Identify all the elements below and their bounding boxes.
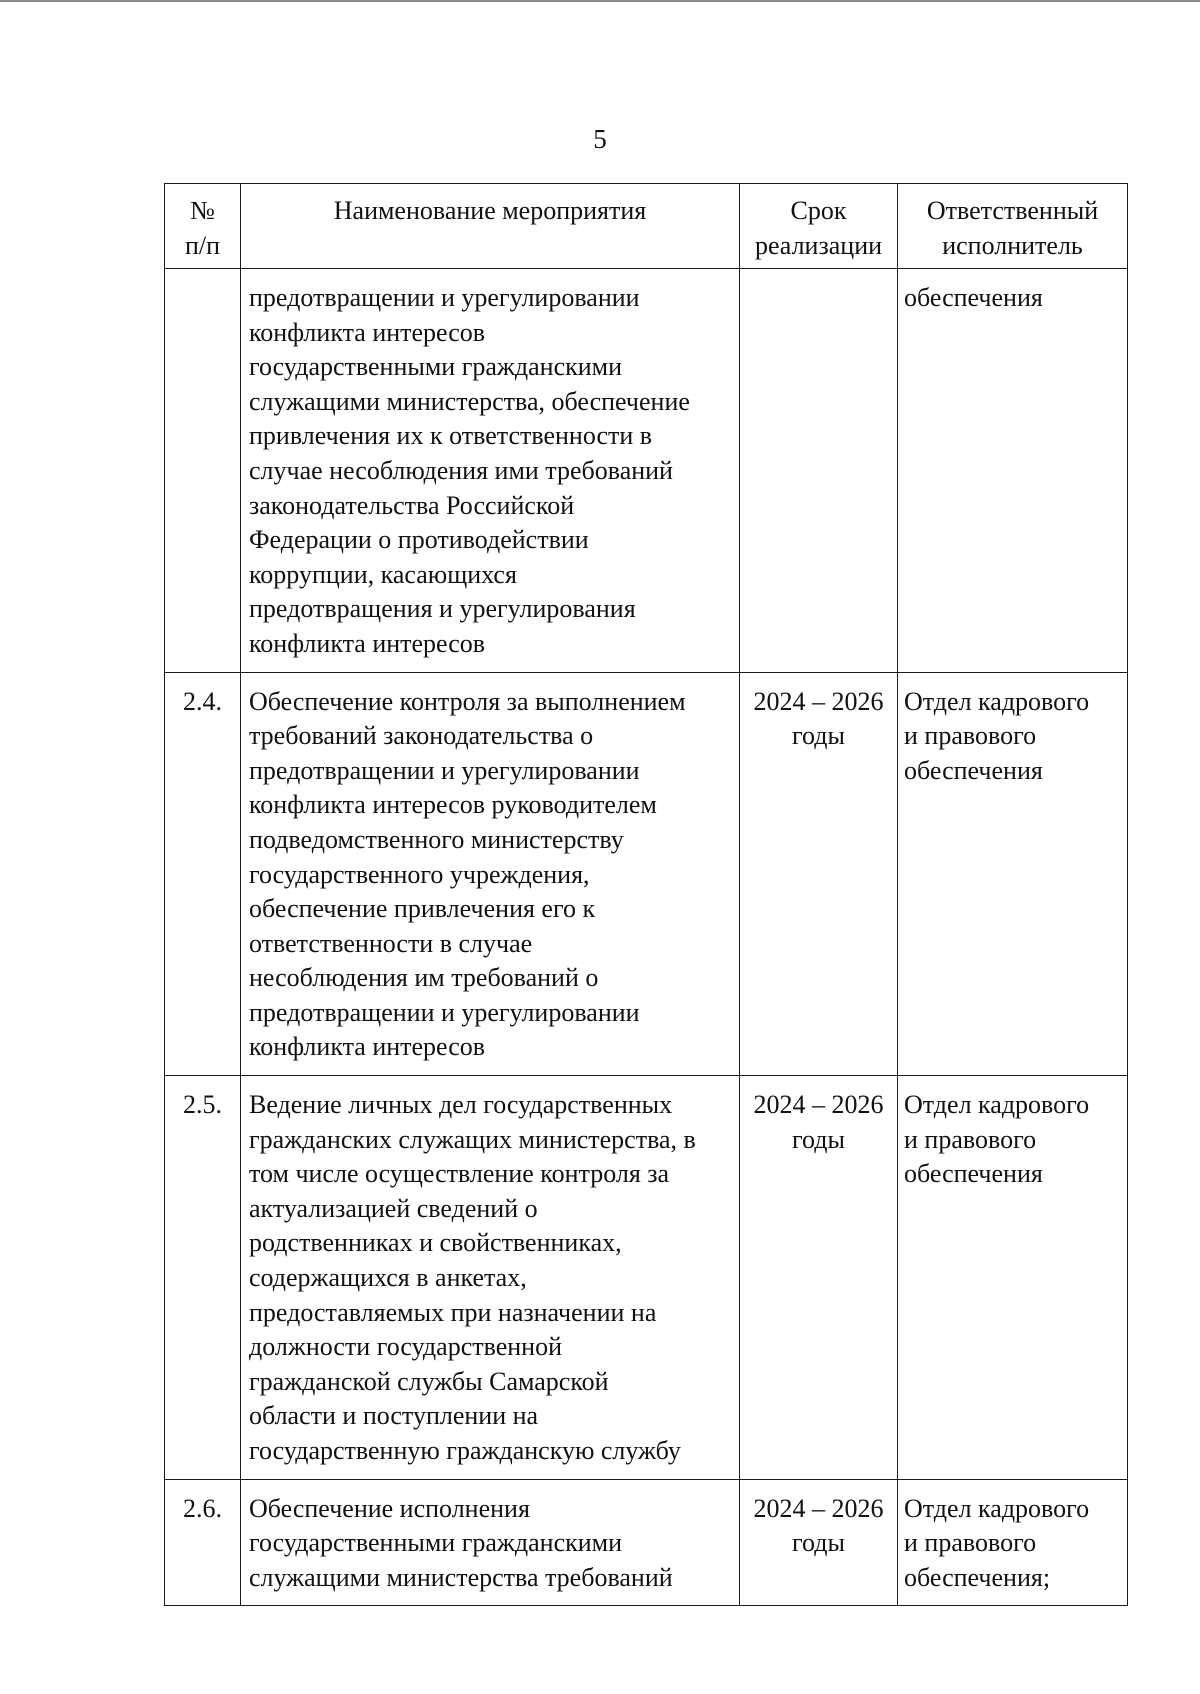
measure-name-line: ответственности в случае xyxy=(249,928,533,958)
row-number xyxy=(165,269,241,673)
implementation-term xyxy=(740,1076,898,1480)
measure-name-line: конфликта интересов xyxy=(249,1032,486,1062)
header-num xyxy=(165,184,241,269)
page-top-border xyxy=(0,0,1200,2)
measure-name-line: государственного учреждения, xyxy=(249,859,590,889)
implementation-term xyxy=(740,269,898,673)
measure-name-line: предотвращении и урегулировании xyxy=(249,997,640,1027)
measure-name-line: государственную гражданскую службу xyxy=(249,1436,681,1465)
header-num-line: № xyxy=(190,196,215,225)
measure-name-line: должности государственной xyxy=(249,1332,563,1362)
responsible-line: и правового xyxy=(904,1124,1037,1154)
measure-name-line: Обеспечение исполнения xyxy=(249,1493,530,1523)
responsible-line: Отдел кадрового xyxy=(904,686,1090,716)
measure-name-line: обеспечение привлечения его к xyxy=(249,894,596,924)
measure-name-line: конфликта интересов xyxy=(249,628,486,658)
header-num-line: п/п xyxy=(184,231,221,260)
term-line: годы xyxy=(792,1124,845,1154)
measure-name-line: подведомственного министерству xyxy=(249,824,624,854)
header-responsible xyxy=(898,184,1128,269)
measure-name xyxy=(241,269,740,673)
row-number: 2.6. xyxy=(165,1479,241,1606)
measure-name-line: несоблюдения им требований о xyxy=(249,963,599,993)
measure-name-line: гражданских служащих министерства, в xyxy=(249,1124,696,1154)
header-name-line: Наименование мероприятия xyxy=(333,196,647,225)
measure-name-line: Обеспечение контроля за выполнением xyxy=(249,686,686,716)
row-number: 2.5. xyxy=(165,1076,241,1480)
responsible-line: и правового xyxy=(904,721,1037,751)
term-line: годы xyxy=(792,721,845,751)
measure-name xyxy=(241,1479,740,1606)
measure-name-line: области и поступлении на xyxy=(249,1401,539,1431)
responsible-line: обеспечения; xyxy=(904,1562,1051,1592)
measure-name-line: содержащихся в анкетах, xyxy=(249,1263,527,1293)
header-term xyxy=(740,184,898,269)
implementation-term xyxy=(740,672,898,1076)
measure-name-line: предотвращения и урегулирования xyxy=(249,594,636,624)
measure-name-line: служащими министерства требований xyxy=(249,1562,673,1592)
table-header-row xyxy=(165,184,1128,269)
measure-name-line: конфликта интересов xyxy=(249,317,486,347)
term-line: 2024 – 2026 xyxy=(753,1090,884,1120)
measure-name-line: актуализацией сведений о xyxy=(249,1193,538,1223)
measure-name-line: гражданской службы Самарской xyxy=(249,1366,609,1396)
table-row xyxy=(165,672,1128,1076)
responsible-line: и правового xyxy=(904,1528,1037,1558)
responsible-line: обеспечения xyxy=(904,1159,1043,1189)
responsible-line: обеспечения xyxy=(904,283,1043,312)
measure-name-line: родственниках и свойственниках, xyxy=(249,1228,622,1258)
responsible-executor xyxy=(898,269,1128,673)
term-line: 2024 – 2026 xyxy=(753,686,884,716)
responsible-executor xyxy=(898,1479,1128,1606)
measure-name xyxy=(241,672,740,1076)
measure-name-line: предотвращении и урегулировании xyxy=(249,283,640,312)
measure-name-line: Ведение личных дел государственных xyxy=(249,1090,673,1120)
row-number: 2.4. xyxy=(165,672,241,1076)
table-body xyxy=(165,269,1128,1606)
measure-name-line: случае несоблюдения ими требований xyxy=(249,455,673,485)
measure-name-line: служащими министерства, обеспечение xyxy=(249,386,690,416)
implementation-term xyxy=(740,1479,898,1606)
header-responsible-line: исполнитель xyxy=(942,231,1083,260)
measure-name-line: предоставляемых при назначении на xyxy=(249,1297,657,1327)
table-row xyxy=(165,1479,1128,1606)
table-row xyxy=(165,269,1128,673)
measure-name-line: государственными гражданскими xyxy=(249,352,623,382)
responsible-executor xyxy=(898,1076,1128,1480)
measure-name-line: конфликта интересов руководителем xyxy=(249,790,657,820)
measure-name-line: привлечения их к ответственности в xyxy=(249,421,653,451)
header-term-line: реализации xyxy=(754,231,883,260)
measure-name-line: требований законодательства о xyxy=(249,721,594,751)
measure-name-line: законодательства Российской xyxy=(249,490,575,520)
table-row xyxy=(165,1076,1128,1480)
term-line: 2024 – 2026 xyxy=(753,1493,884,1523)
measure-name-line: том числе осуществление контроля за xyxy=(249,1159,670,1189)
header-responsible-line: Ответственный xyxy=(926,196,1099,225)
measure-name-line: Федерации о противодействии xyxy=(249,525,589,555)
measure-name xyxy=(241,1076,740,1480)
header-term-line: Срок xyxy=(790,196,847,225)
measure-name-line: государственными гражданскими xyxy=(249,1528,623,1558)
measure-name-line: предотвращении и урегулировании xyxy=(249,755,640,785)
page-number: 5 xyxy=(593,124,607,154)
term-line: годы xyxy=(792,1528,845,1558)
responsible-executor xyxy=(898,672,1128,1076)
measure-name-line: коррупции, касающихся xyxy=(249,559,517,589)
header-name xyxy=(241,184,740,269)
measures-table xyxy=(164,183,1128,1606)
responsible-line: обеспечения xyxy=(904,755,1043,785)
responsible-line: Отдел кадрового xyxy=(904,1090,1090,1120)
responsible-line: Отдел кадрового xyxy=(904,1493,1090,1523)
